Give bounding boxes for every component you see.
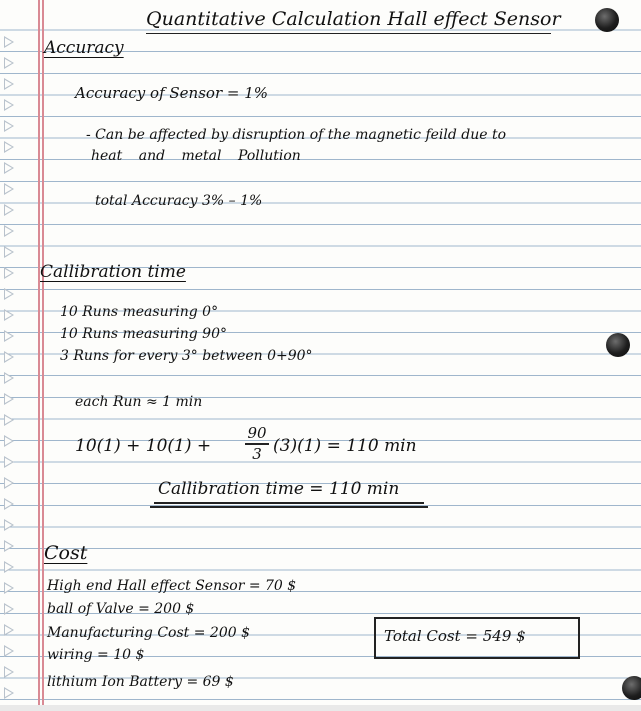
edge-triangle-icon bbox=[4, 540, 14, 552]
edge-triangle-icon bbox=[4, 582, 14, 594]
edge-triangle-icon bbox=[4, 288, 14, 300]
title-underline bbox=[146, 33, 551, 34]
edge-triangle-icon bbox=[4, 183, 14, 195]
edge-triangle-icon bbox=[4, 225, 14, 237]
edge-triangle-icon bbox=[4, 393, 14, 405]
cost-item: High end Hall effect Sensor = 70 $ bbox=[47, 578, 297, 594]
page-bottom-edge bbox=[0, 705, 641, 711]
accuracy-heading: Accuracy bbox=[44, 38, 124, 58]
result-underline bbox=[154, 502, 424, 504]
cost-heading: Cost bbox=[44, 542, 88, 564]
equation-left: 10(1) + 10(1) + bbox=[75, 436, 212, 456]
equation-fraction bbox=[245, 426, 269, 462]
total-accuracy: total Accuracy 3% – 1% bbox=[95, 193, 263, 209]
calibration-heading: Callibration time bbox=[40, 262, 186, 282]
edge-triangle-icon bbox=[4, 120, 14, 132]
binder-hole-icon bbox=[606, 333, 630, 357]
edge-triangle-icon bbox=[4, 477, 14, 489]
calibration-run: 10 Runs measuring 0° bbox=[60, 304, 219, 320]
edge-triangle-icon bbox=[4, 99, 14, 111]
edge-triangle-icon bbox=[4, 57, 14, 69]
edge-triangle-icon bbox=[4, 414, 14, 426]
page-title: Quantitative Calculation Hall effect Sensor bbox=[146, 8, 561, 30]
sensor-accuracy: Accuracy of Sensor = 1% bbox=[75, 84, 269, 102]
edge-triangle-icon bbox=[4, 246, 14, 258]
calibration-run: 3 Runs for every 3° between 0+90° bbox=[60, 348, 313, 364]
edge-triangle-icon bbox=[4, 519, 14, 531]
edge-triangle-icon bbox=[4, 603, 14, 615]
binder-hole-icon bbox=[595, 8, 619, 32]
edge-triangle-icon bbox=[4, 78, 14, 90]
equation-right: (3)(1) = 110 min bbox=[273, 436, 417, 456]
cost-item: ball of Valve = 200 $ bbox=[47, 601, 195, 617]
binder-hole-icon bbox=[622, 676, 641, 700]
edge-triangle-icon bbox=[4, 141, 14, 153]
total-cost: Total Cost = 549 $ bbox=[384, 627, 526, 645]
edge-triangle-icon bbox=[4, 204, 14, 216]
margin-line bbox=[38, 0, 40, 711]
edge-triangle-icon bbox=[4, 267, 14, 279]
fraction-numerator: 90 bbox=[247, 424, 267, 442]
fraction-denominator: 3 bbox=[252, 444, 262, 463]
margin-line-inner bbox=[42, 0, 44, 711]
edge-triangle-icon bbox=[4, 372, 14, 384]
calibration-result: Callibration time = 110 min bbox=[158, 479, 400, 499]
edge-triangle-icon bbox=[4, 498, 14, 510]
edge-triangle-icon bbox=[4, 666, 14, 678]
edge-triangle-icon bbox=[4, 624, 14, 636]
accuracy-note-line-2: heat and metal Pollution bbox=[91, 148, 301, 164]
cost-item: lithium Ion Battery = 69 $ bbox=[47, 674, 234, 690]
edge-triangle-icon bbox=[4, 36, 14, 48]
edge-triangle-icon bbox=[4, 456, 14, 468]
edge-triangle-icon bbox=[4, 645, 14, 657]
edge-triangle-icon bbox=[4, 561, 14, 573]
edge-triangle-icon bbox=[4, 309, 14, 321]
accuracy-note-line-1: - Can be affected by disruption of the magnetic feild due to bbox=[86, 127, 507, 143]
edge-triangle-icon bbox=[4, 435, 14, 447]
edge-triangle-icon bbox=[4, 351, 14, 363]
cost-item: Manufacturing Cost = 200 $ bbox=[47, 625, 250, 641]
cost-item: wiring = 10 $ bbox=[47, 647, 145, 663]
edge-triangle-icon bbox=[4, 330, 14, 342]
result-double-underline bbox=[150, 506, 428, 508]
page-edge-markers bbox=[0, 30, 22, 710]
calibration-run: 10 Runs measuring 90° bbox=[60, 326, 227, 342]
edge-triangle-icon bbox=[4, 687, 14, 699]
each-run-duration: each Run ≈ 1 min bbox=[75, 394, 203, 410]
edge-triangle-icon bbox=[4, 162, 14, 174]
